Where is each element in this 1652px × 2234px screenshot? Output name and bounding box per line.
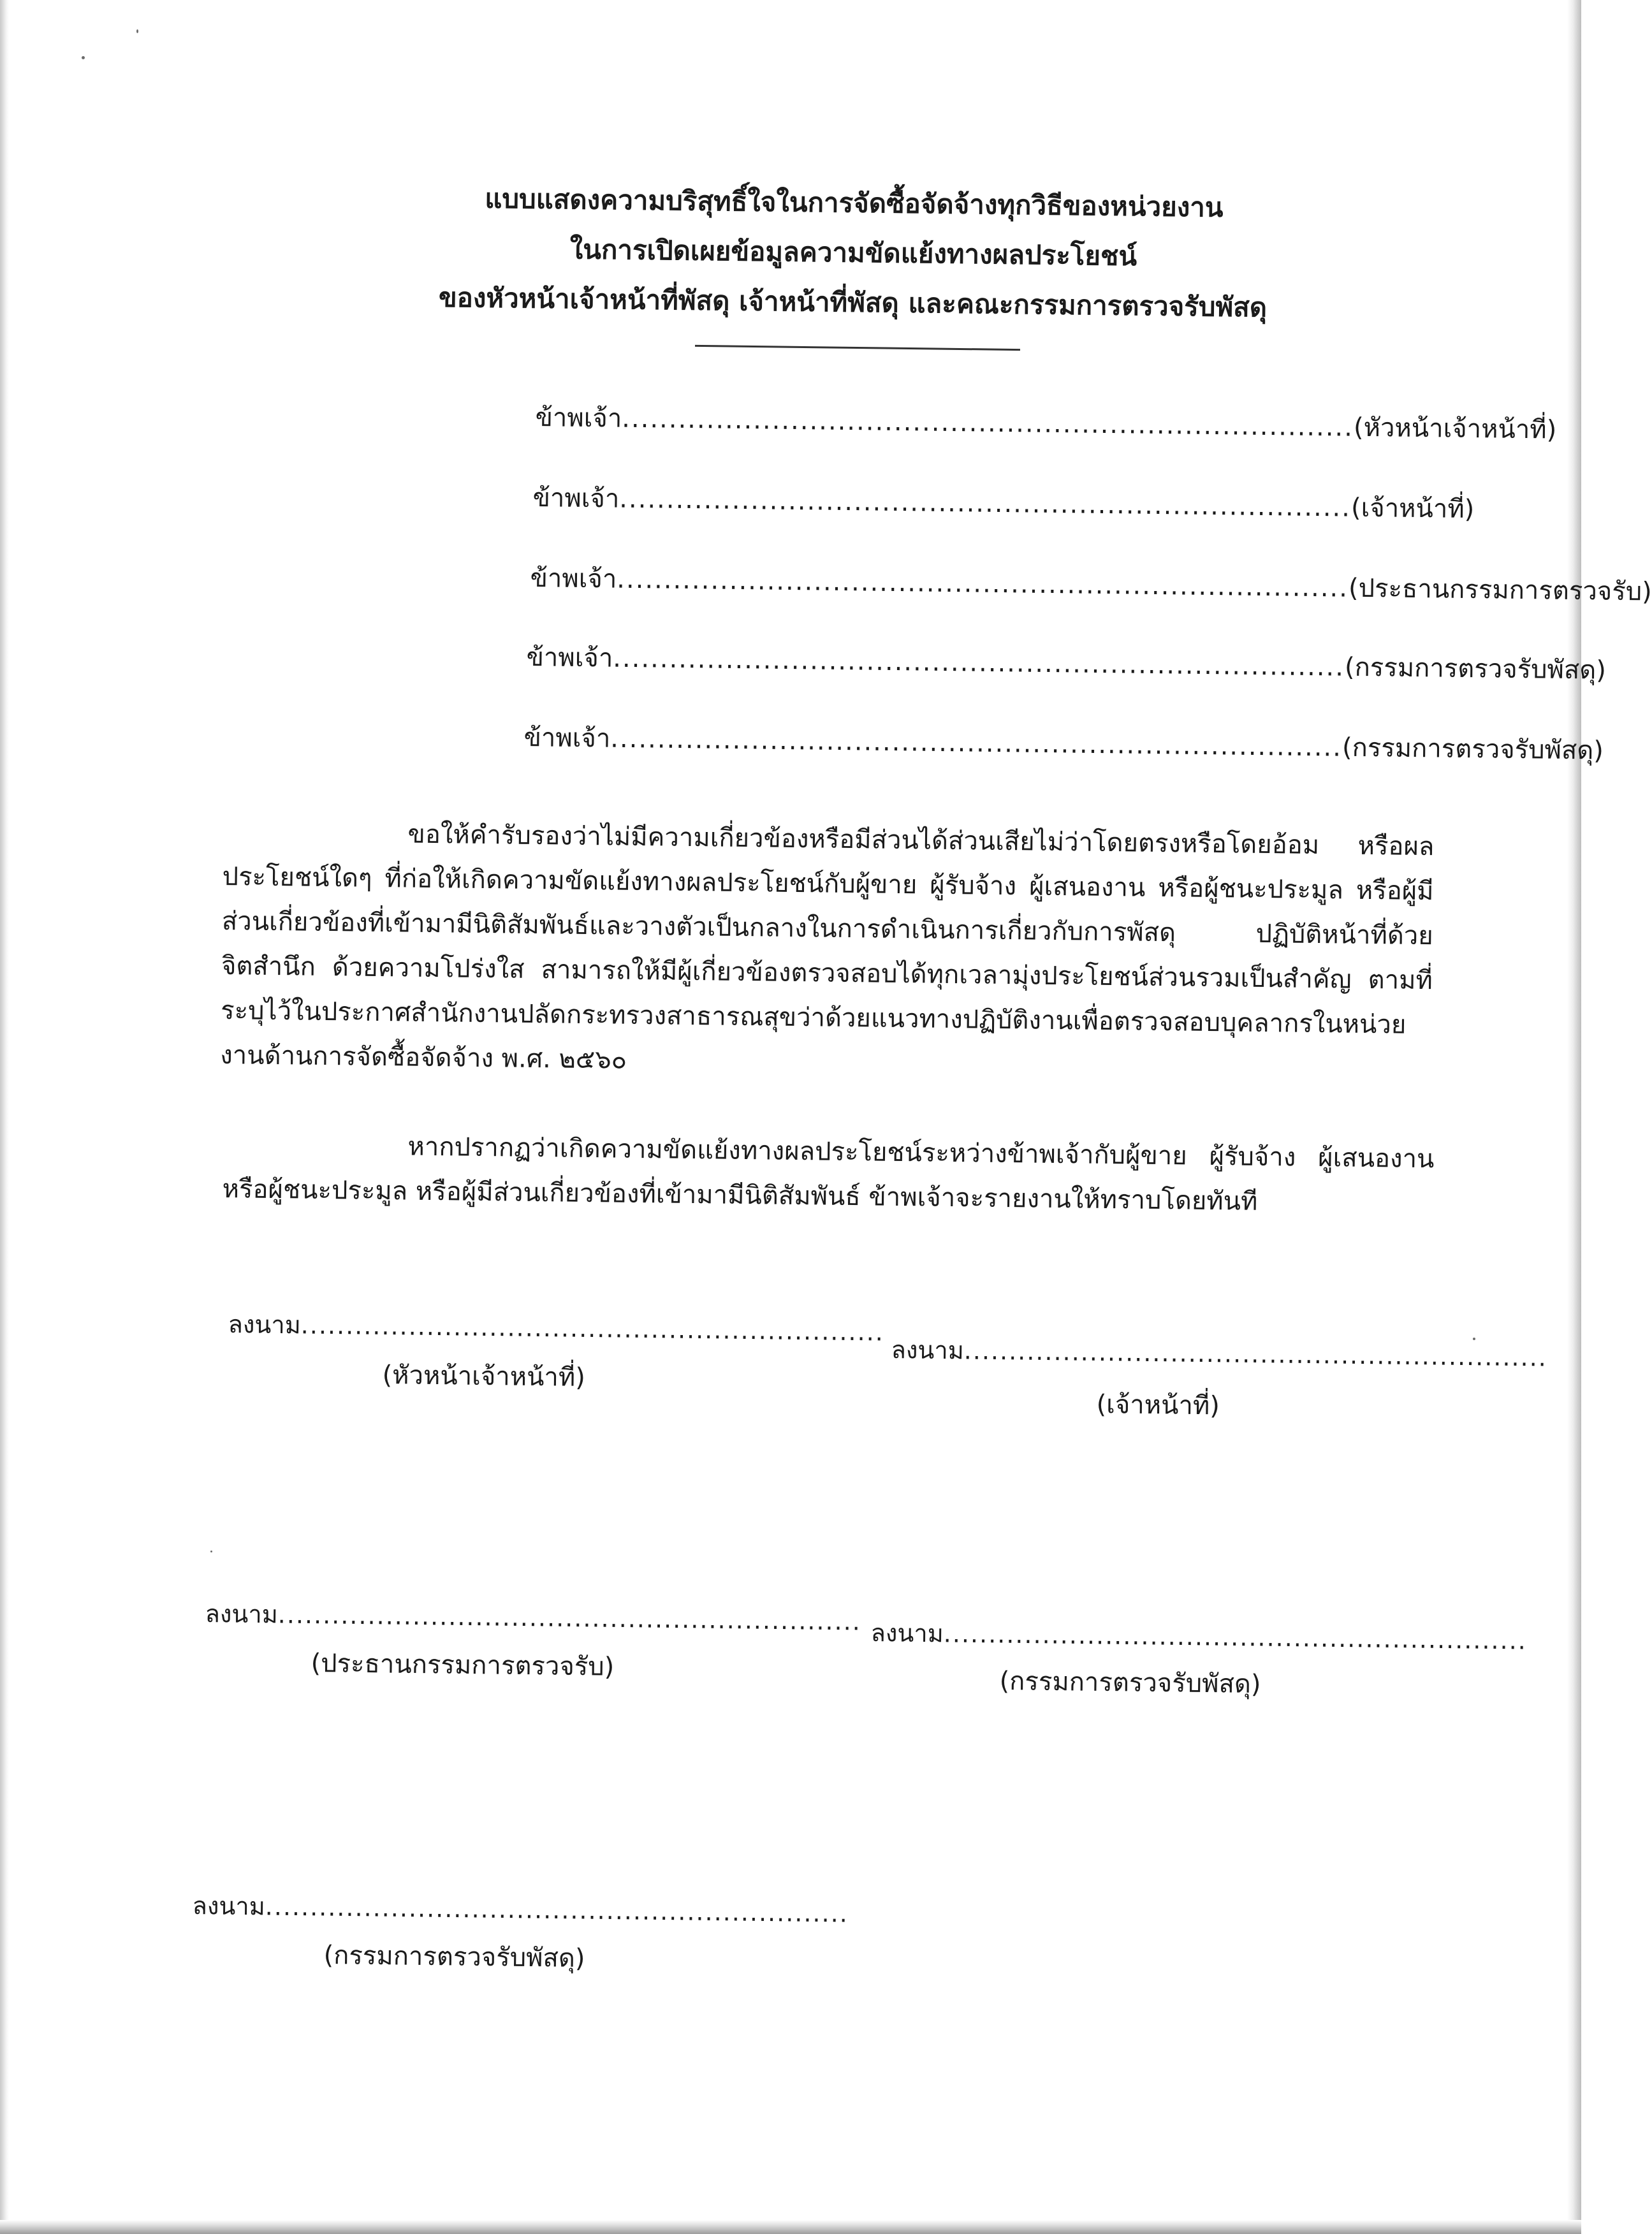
scan-left-edge [0, 0, 9, 2234]
fill-in-line: .............................................................................. [613, 643, 1345, 682]
signature-role: (ประธานกรรมการตรวจรับ) [311, 1648, 615, 1682]
declaration-row [530, 557, 1652, 611]
signature-line [891, 1330, 1547, 1377]
declaration-prefix: ข้าพเจ้า [532, 483, 620, 514]
paragraph-text: ขอให้คำรับรองว่าไม่มีความเกี่ยวข้องหรือมีส่วนได้ส่วนเสียไม่ว่าโดยตรงหรือโดยอ้อม หรือผลประโยชน์ใดๆ ที่ก่อให้เกิดความขัดแย้งทางผลประโยชน์กับผู้ขาย ผู้รับจ้าง ผู้เสนองาน หรือผู้ชนะประมูล หรือผู้มีส่วนเกี่ยวข้องที่เข้ามามีนิติสัมพันธ์และวางตัวเป็นกลางในการดำเนินการเกี่ยวกับการพัสดุ ปฏิบัติหน้าที่ด้วยจิตสำนึก ด้วยความโปร่งใส สามารถให้มีผู้เกี่ยวข้องตรวจสอบได้ทุกเวลามุ่งประโยชน์ส่วนรวมเป็นสำคัญ ตามที่ระบุไว้ในประกาศสำนักงานปลัดกระทรวงสาธารณสุขว่าด้วยแนวทางปฏิบัติงานเพื่อตรวจสอบบุคลากรในหน่วยงานด้านการจัดซื้อจัดจ้าง พ.ศ. ๒๕๖๐ [220, 819, 1435, 1075]
signature-label: ลงนาม [205, 1599, 279, 1629]
declaration-role: (กรรมการตรวจรับพัสดุ) [1341, 733, 1604, 766]
signature-line [192, 1886, 849, 1933]
fill-in-line: .............................................................................. [617, 564, 1349, 603]
title-line-1: แบบแสดงความบริสุทธิ์ใจในการจัดซื้อจัดจ้างทุกวิธีของหน่วยงาน [485, 182, 1224, 223]
declaration-prefix: ข้าพเจ้า [535, 402, 622, 434]
fill-in-line: .............................................................................. [619, 484, 1352, 523]
title-line-2: ในการเปิดเผยข้อมูลความขัดแย้งทางผลประโยชน์ [569, 233, 1137, 272]
signature-role: (กรรมการตรวจรับพัสดุ) [999, 1666, 1261, 1700]
paragraph-text: หากปรากฏว่าเกิดความขัดแย้งทางผลประโยชน์ระหว่างข้าพเจ้ากับผู้ขาย ผู้รับจ้าง ผู้เสนองาน หรือผู้ชนะประมูล หรือผู้มีส่วนเกี่ยวข้องที่เข้ามามีนิติสัมพันธ์ ข้าพเจ้าจะรายงานให้ทราบโดยทันที [222, 1132, 1435, 1216]
declaration-role: (กรรมการตรวจรับพัสดุ) [1344, 652, 1607, 685]
signature-dots: ................................................................. [963, 1336, 1548, 1372]
declaration-row [535, 397, 1557, 450]
signature-dots: ................................................................. [277, 1600, 862, 1636]
title-underline [695, 345, 1020, 351]
declaration-prefix: ข้าพเจ้า [523, 722, 611, 754]
signature-dots: ................................................................. [265, 1892, 849, 1928]
signature-line [228, 1304, 884, 1352]
signature-line [870, 1613, 1527, 1660]
fill-in-line: .............................................................................. [610, 724, 1343, 763]
certification-paragraph [220, 810, 1435, 1092]
declaration-row [523, 717, 1604, 771]
declaration-role: (ประธานกรรมการตรวจรับ) [1348, 573, 1652, 607]
signature-role: (เจ้าหน้าที่) [1096, 1389, 1220, 1421]
signature-dots: ................................................................. [300, 1311, 885, 1347]
declaration-prefix: ข้าพเจ้า [530, 563, 617, 594]
document-title [342, 172, 1364, 334]
declaration-role: (เจ้าหน้าที่) [1350, 493, 1475, 525]
declaration-row [526, 636, 1606, 690]
signature-label: ลงนาม [228, 1310, 302, 1340]
signature-dots: ................................................................. [943, 1619, 1528, 1655]
declaration-role: (หัวหน้าเจ้าหน้าที่) [1353, 412, 1557, 445]
scan-speck [82, 56, 85, 59]
fill-in-line: .............................................................................. [622, 404, 1354, 442]
conflict-report-paragraph [222, 1122, 1435, 1226]
declaration-row [532, 477, 1475, 529]
scan-right-edge [1567, 0, 1581, 2234]
signature-label: ลงนาม [870, 1618, 944, 1648]
signature-line [205, 1594, 861, 1641]
title-line-3: ของหัวหน้าเจ้าหน้าที่พัสดุ เจ้าหน้าที่พัสดุ และคณะกรรมการตรวจรับพัสดุ [438, 281, 1268, 323]
scan-speck [136, 29, 138, 33]
signature-label: ลงนาม [891, 1335, 965, 1365]
declaration-prefix: ข้าพเจ้า [526, 642, 613, 673]
signature-label: ลงนาม [192, 1891, 266, 1921]
scan-bottom-edge [0, 2220, 1581, 2234]
signature-role: (กรรมการตรวจรับพัสดุ) [323, 1940, 585, 1974]
signature-role: (หัวหน้าเจ้าหน้าที่) [382, 1360, 586, 1392]
scan-speck [210, 1551, 212, 1552]
